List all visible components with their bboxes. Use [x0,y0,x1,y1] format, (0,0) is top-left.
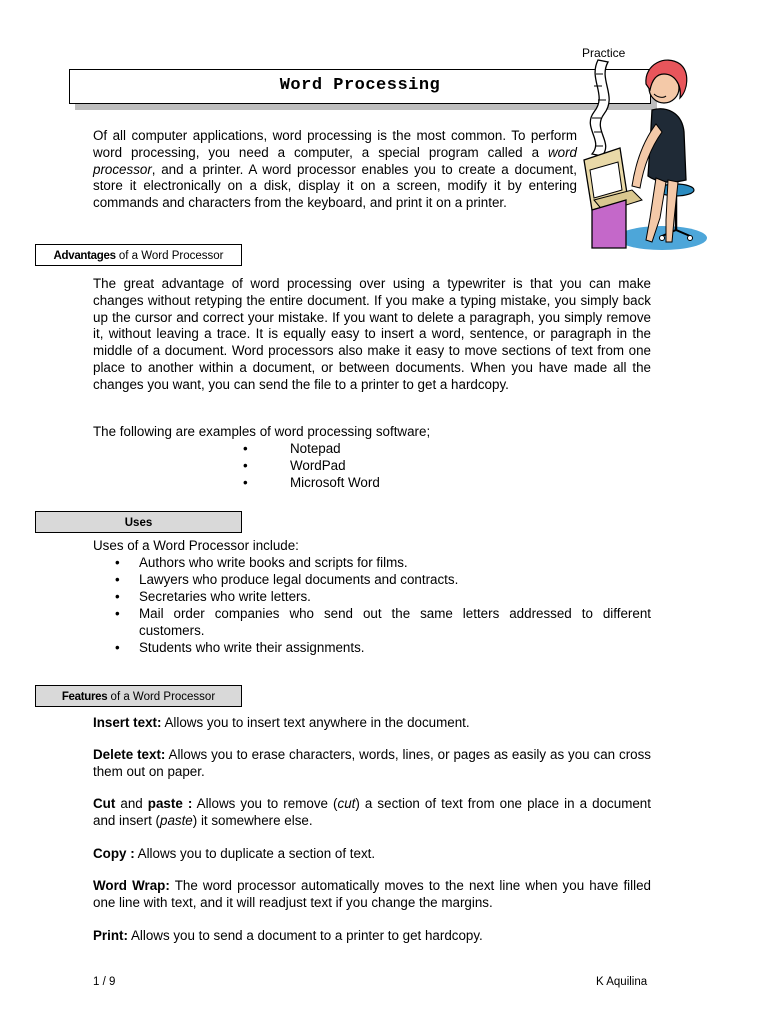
feature-desc: Allows you to duplicate a section of text. [134,846,376,861]
list-item [115,639,651,656]
list-item [115,588,651,605]
features-label [35,685,242,707]
bullet-icon: • [115,606,120,621]
advantages-label-keyword: Advantages [53,250,116,262]
feature-term-paste: paste : [147,796,193,811]
feature-term: Print: [93,928,128,943]
intro-paragraph [93,128,577,212]
feature-and: and [115,796,148,811]
bullet-icon: • [243,441,248,456]
bullet-icon: • [243,458,248,473]
bullet-icon: • [115,572,120,587]
bullet-icon: • [115,589,120,604]
feature-term: Insert text: [93,715,162,730]
feature-desc: The word processor automatically moves to the next line when you have filled one line with text, and it will readjust text if you change the margins. [93,878,651,910]
features-label-rest: of a Word Processor [107,691,216,703]
list-item [243,440,380,457]
feature-desc: Allows you to insert text anywhere in the document. [161,715,470,730]
feature-term: Delete text: [93,747,166,762]
features-label-keyword: Features [61,691,108,703]
advantages-paragraph: The great advantage of word processing over using a typewriter is that you can make changes without retyping the entire document. If you make a typing mistake, you simply back up the cursor and correct your mistake. If you want to delete a paragraph, you simply remove it, without leaving a trace. It is equally easy to insert a word, sentence, or paragraph in the middle of a document. Word processors also make it easy to move sections of text from one place to another within a document, or between documents. When you have made all the changes you want, you can send the file to a printer to get a hardcopy. [93,276,651,392]
advantages-label-rest: of a Word Processor [115,250,224,262]
title-box [69,69,651,104]
list-item [243,457,380,474]
use-item-text: Mail order companies who send out the same letters addressed to different customers. [139,606,651,638]
intro-text-b: , and a printer. A word processor enables you to create a document, store it electronically on a disk, display it on a screen, modify it by entering commands and characters from the keyboard, and print it on a printer. [93,161,577,211]
bullet-icon: • [115,555,120,570]
list-item [115,605,651,639]
software-examples-list [243,440,380,491]
feature-desc: Allows you to erase characters, words, lines, or pages as easily as you can cross them out on paper. [93,747,651,779]
feature-print [93,927,651,944]
paste-italic: paste [160,813,193,828]
feature-term: Copy : [93,846,135,861]
feature-word-wrap [93,877,651,911]
page-number: 1 / 9 [93,976,116,988]
feature-desc-b: ) a section of text from one place in a document and insert ( [93,796,651,828]
feature-copy [93,845,651,862]
feature-cut-paste [93,795,651,829]
use-item-text: Secretaries who write letters. [139,589,311,604]
example-microsoft-word: Microsoft Word [290,475,380,490]
list-item [115,571,651,588]
footer-author: K Aquilina [596,976,648,988]
intro-text-a: Of all computer applications, word processing is the most common. To perform word processing, you need a computer, a special program called a [93,128,577,160]
uses-label: Uses [35,511,242,533]
feature-term-cut: Cut [93,796,116,811]
feature-delete-text [93,746,651,780]
feature-desc-c: ) it somewhere else. [192,813,313,828]
cut-italic: cut [337,796,356,811]
examples-intro: The following are examples of word processing software; [93,424,431,439]
list-item [243,474,380,491]
use-item-text: Students who write their assignments. [139,640,365,655]
uses-list [115,554,651,656]
example-wordpad: WordPad [290,458,346,473]
use-item-text: Lawyers who produce legal documents and contracts. [139,572,459,587]
uses-intro: Uses of a Word Processor include: [93,538,299,553]
feature-insert-text [93,714,651,731]
practice-label: Practice [582,46,626,60]
advantages-label [35,244,242,266]
feature-term: Word Wrap: [93,878,170,893]
list-item [115,554,651,571]
bullet-icon: • [115,640,120,655]
bullet-icon: • [243,475,248,490]
use-item-text: Authors who write books and scripts for films. [139,555,408,570]
example-notepad: Notepad [290,441,341,456]
feature-desc: Allows you to send a document to a printer to get hardcopy. [127,928,483,943]
page-title: Word Processing [279,76,441,95]
typist-illustration [570,50,710,255]
feature-desc-a: Allows you to remove ( [192,796,338,811]
intro-italic: word processor [93,144,577,177]
